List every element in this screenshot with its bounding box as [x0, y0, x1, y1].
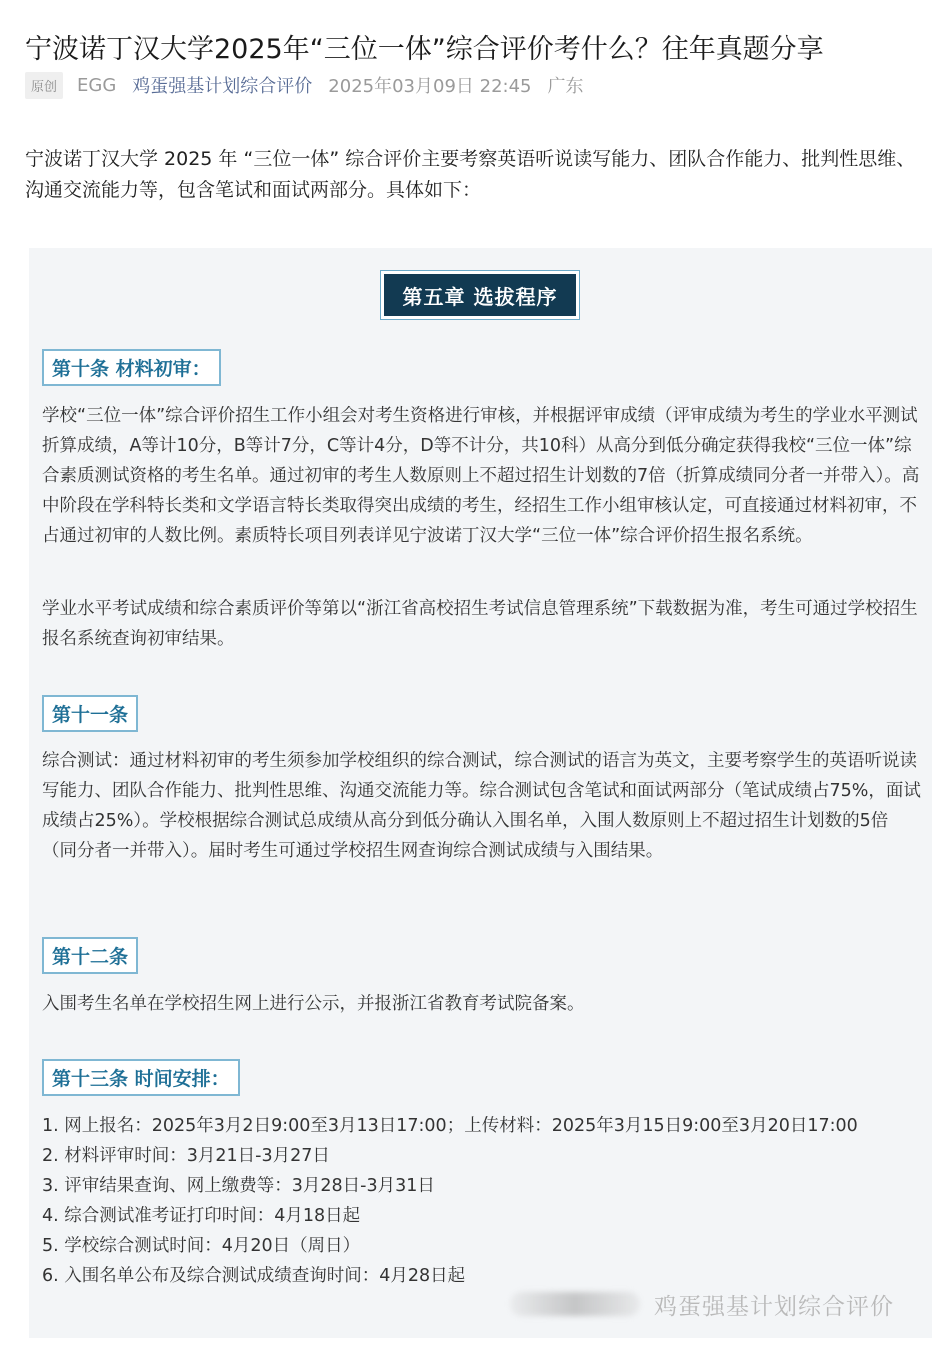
section-12-paragraph-1: 入围考生名单在学校招生网上进行公示，并报浙江省教育考试院备案。 [42, 994, 585, 1014]
list-item: 3. 评审结果查询、网上缴费等：3月28日-3月31日 [42, 1176, 435, 1196]
watermark-logo-icon [510, 1292, 640, 1316]
publish-datetime: 2025年03月09日 22:45 [328, 76, 532, 97]
intro-paragraph: 宁波诺丁汉大学 2025 年 “三位一体” 综合评价主要考察英语听说读写能力、团队合作能力、批判性思维、沟通交流能力等，包含笔试和面试两部分。具体如下： [25, 148, 916, 201]
section-10-paragraph-1: 学校“三位一体”综合评价招生工作小组会对考生资格进行审核，并根据评审成绩（评审成绩为考生的学业水平测试折算成绩，A等计10分，B等计7分，C等计4分，D等不计分，共10科）从高分到低分确定获得我校“三位一体”综合素质测试资格的考生名单。通过初审的考生人数原则上不超过招生计划数的7倍（折算成绩同分者一并带入）。高中阶段在学科特长类和文学语言特长类取得突出成绩的考生，经招生工作小组审核认定，可直接通过材料初审，不占通过初审的人数比例。素质特长项目列表详见宁波诺丁汉大学“三位一体”综合评价招生报名系统。 [42, 406, 920, 546]
watermark-text: 鸡蛋强基计划综合评价 [654, 1293, 894, 1320]
section-heading-11: 第十一条 [42, 695, 138, 732]
section-heading-12: 第十二条 [42, 937, 138, 974]
account-name-link[interactable]: 鸡蛋强基计划综合评价 [132, 76, 313, 97]
chapter-heading: 第五章 选拔程序 [384, 274, 576, 316]
publish-location: 广东 [547, 76, 584, 97]
list-item: 4. 综合测试准考证打印时间：4月18日起 [42, 1206, 361, 1226]
list-item: 5. 学校综合测试时间：4月20日（周日） [42, 1236, 361, 1256]
schedule-list [42, 1111, 922, 1291]
article-title: 宁波诺丁汉大学2025年“三位一体”综合评价考什么？往年真题分享 [25, 34, 824, 66]
image-watermark [510, 1286, 894, 1322]
article-meta [25, 70, 600, 100]
section-11-paragraph-1: 综合测试：通过材料初审的考生须参加学校组织的综合测试，综合测试的语言为英文，主要考察学生的英语听说读写能力、团队合作能力、批判性思维、沟通交流能力等。综合测试包含笔试和面试两部分（笔试成绩占75%，面试成绩占25%）。学校根据综合测试总成绩从高分到低分确认入围名单，入围人数原则上不超过招生计划数的5倍 （同分者一并带入）。届时考生可通过学校招生网查询综合测试成绩与入围结果。 [42, 751, 921, 861]
list-item: 2. 材料评审时间：3月21日-3月27日 [42, 1146, 330, 1166]
chapter-heading-box [380, 270, 580, 320]
author-name[interactable]: EGG [77, 74, 117, 96]
list-item: 1. 网上报名：2025年3月2日9:00至3月13日17:00；上传材料：2025年3月15日9:00至3月20日17:00 [42, 1116, 858, 1136]
section-heading-10: 第十条 材料初审： [42, 349, 221, 386]
original-badge: 原创 [25, 72, 63, 99]
section-10-paragraph-2: 学业水平考试成绩和综合素质评价等第以“浙江省高校招生考试信息管理系统”下载数据为准，考生可通过学校招生报名系统查询初审结果。 [42, 599, 918, 649]
list-item: 6. 入围名单公布及综合测试成绩查询时间：4月28日起 [42, 1266, 466, 1286]
section-heading-13: 第十三条 时间安排： [42, 1059, 240, 1096]
